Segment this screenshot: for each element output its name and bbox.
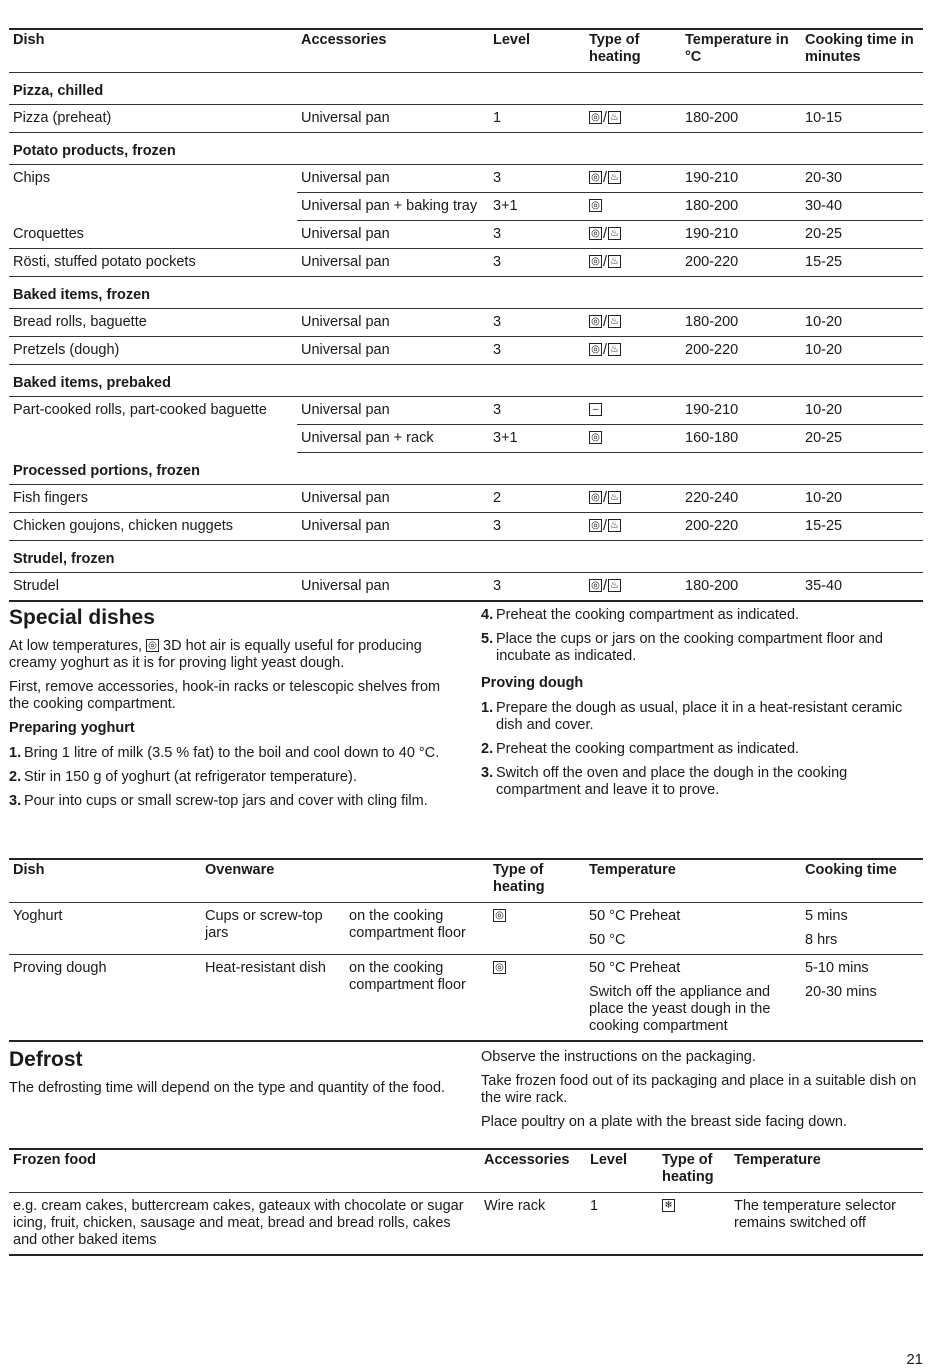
table-row (9, 513, 923, 541)
3d-hotair-icon: ◎ (589, 199, 602, 212)
step-text: Place the cups or jars on the cooking compartment floor and incubate as indicated. (496, 631, 883, 664)
header-cooking-time: Cooking time (801, 859, 923, 903)
group-heading-row (9, 541, 923, 573)
cell-level: 3 (489, 573, 585, 602)
table-header-row (9, 859, 923, 903)
cell-heating (585, 221, 681, 249)
page-number: 21 (906, 1351, 923, 1368)
slash-separator: / (603, 578, 608, 594)
pizza-setting-icon: ♨ (608, 491, 621, 504)
3d-hotair-icon: ◎ (589, 343, 602, 356)
header-cooking-time: Cooking time in minutes (801, 29, 923, 73)
header-dish: Dish (9, 29, 297, 73)
list-item (481, 765, 923, 799)
cell-accessories: Universal pan (297, 513, 489, 541)
special-dishes-left-column (9, 606, 456, 817)
cell-accessories: Universal pan + rack (297, 425, 489, 453)
3d-hotair-icon: ◎ (589, 227, 602, 240)
group-heading: Potato products, frozen (9, 133, 923, 165)
slash-separator: / (603, 170, 608, 186)
cell-temperature: 190-210 (681, 397, 801, 425)
cell-heating (585, 249, 681, 277)
cell-heating (585, 485, 681, 513)
cell-accessories: Universal pan (297, 337, 489, 365)
defrost-table (9, 1148, 923, 1256)
cell-temperature: 190-210 (681, 221, 801, 249)
cell-temperature: 180-200 (681, 105, 801, 133)
defrost-note: Take frozen food out of its packaging and place in a suitable dish on the wire rack. (481, 1073, 917, 1106)
slash-separator: / (603, 226, 608, 242)
time-line-1: 5-10 mins (805, 960, 869, 976)
yoghurt-heading: Preparing yoghurt (9, 720, 135, 736)
cell-cooking-time: 20-30 (801, 165, 923, 193)
3d-hotair-icon: ◎ (589, 255, 602, 268)
3d-hotair-icon: ◎ (589, 315, 602, 328)
table-row (9, 397, 923, 425)
group-heading: Processed portions, frozen (9, 453, 923, 485)
cell-heating (658, 1193, 730, 1256)
3d-hotair-icon: ◎ (493, 909, 506, 922)
pizza-setting-icon: ♨ (608, 227, 621, 240)
step-number: 2. (9, 769, 22, 785)
cell-dish: Chicken goujons, chicken nuggets (9, 513, 297, 541)
cell-cooking-time: 10-20 (801, 309, 923, 337)
time-line-2: 8 hrs (805, 932, 838, 948)
cell-dish: Bread rolls, baguette (9, 309, 297, 337)
group-heading-row (9, 277, 923, 309)
cell-accessories: Wire rack (480, 1193, 586, 1256)
defrost-icon: ❄ (662, 1199, 675, 1212)
cell-cooking-time: 10-20 (801, 485, 923, 513)
cell-dish: Chips (13, 170, 51, 186)
3d-hotair-icon: ◎ (589, 579, 602, 592)
cell-accessories: Universal pan (297, 105, 489, 133)
cell-frozen-food: e.g. cream cakes, buttercream cakes, gateaux with chocolate or sugar icing, fruit, chicken, sausage and meat, bread and bread rolls, cakes and other baked items (9, 1193, 480, 1256)
cell-level: 1 (489, 105, 585, 133)
table-row (9, 425, 923, 453)
3d-hotair-icon: ◎ (589, 519, 602, 532)
cell-position: on the cooking compartment floor (345, 955, 489, 1042)
temp-line-1: 50 °C Preheat (589, 908, 681, 924)
cell-dish: Proving dough (9, 955, 201, 1042)
table-row (9, 573, 923, 602)
group-heading: Baked items, prebaked (9, 365, 923, 397)
pizza-setting-icon: ♨ (608, 255, 621, 268)
proving-dough-steps (481, 700, 923, 799)
table-row (9, 485, 923, 513)
table-row (9, 337, 923, 365)
cell-level: 3 (489, 513, 585, 541)
3d-hotair-icon: ◎ (589, 171, 602, 184)
list-item (481, 631, 923, 665)
temp-line-2: Switch off the appliance and place the yeast dough in the cooking compartment (589, 984, 771, 1034)
list-item (481, 607, 923, 624)
cell-temperature (585, 955, 801, 1042)
cell-level: 3+1 (489, 425, 585, 453)
cell-temperature (585, 903, 801, 955)
table-row (9, 165, 923, 193)
cell-cooking-time: 20-25 (801, 221, 923, 249)
cell-heating (585, 309, 681, 337)
defrost-intro: The defrosting time will depend on the type and quantity of the food. (9, 1080, 446, 1096)
cell-temperature: The temperature selector remains switched off (730, 1193, 923, 1256)
step-text: Preheat the cooking compartment as indicated. (496, 741, 800, 757)
cell-cooking-time: 20-25 (801, 425, 923, 453)
group-heading-row (9, 133, 923, 165)
slash-separator: / (603, 110, 608, 126)
defrost-note: Observe the instructions on the packaging. (481, 1049, 756, 1065)
cell-ovenware: Cups or screw-top jars (201, 903, 345, 955)
table-row (9, 221, 923, 249)
group-heading-row (9, 453, 923, 485)
cell-dish: Part-cooked rolls, part-cooked baguette (13, 402, 267, 418)
cell-level: 3 (489, 249, 585, 277)
table-header-row (9, 29, 923, 73)
step-text: Preheat the cooking compartment as indicated. (496, 607, 800, 623)
step-number: 4. (481, 607, 494, 623)
cell-temperature: 190-210 (681, 165, 801, 193)
table-row (9, 903, 923, 955)
header-type-of-heating: Type of heating (489, 859, 585, 903)
list-item (481, 700, 923, 734)
header-level: Level (586, 1149, 658, 1193)
group-heading: Baked items, frozen (9, 277, 923, 309)
cell-dish: Fish fingers (9, 485, 297, 513)
cell-temperature: 180-200 (681, 573, 801, 602)
special-dishes-intro (9, 638, 456, 672)
cell-temperature: 180-200 (681, 193, 801, 221)
cell-accessories: Universal pan (297, 573, 489, 602)
cell-level: 3 (489, 397, 585, 425)
intro-text-b: 3D hot air is equally useful for producing creamy yoghurt as it is for proving light yeast dough. (9, 638, 422, 671)
list-item (9, 769, 456, 786)
cell-accessories: Universal pan (297, 249, 489, 277)
cell-temperature: 200-220 (681, 337, 801, 365)
cell-heating (489, 955, 585, 1042)
cell-level: 3 (489, 165, 585, 193)
cell-heating (585, 105, 681, 133)
time-line-1: 5 mins (805, 908, 848, 924)
cell-cooking-time: 15-25 (801, 249, 923, 277)
table-header-row (9, 1149, 923, 1193)
cell-heating (585, 425, 681, 453)
pizza-setting-icon: ♨ (608, 315, 621, 328)
cell-heating (585, 193, 681, 221)
3d-hotair-icon: ◎ (589, 491, 602, 504)
group-heading-row (9, 365, 923, 397)
cell-accessories: Universal pan (297, 485, 489, 513)
cell-heating (489, 903, 585, 955)
step-text: Bring 1 litre of milk (3.5 % fat) to the boil and cool down to 40 °C. (24, 745, 440, 761)
yoghurt-steps-left (9, 745, 456, 810)
3d-hotair-icon: ◎ (493, 961, 506, 974)
cell-dish: Yoghurt (9, 903, 201, 955)
header-type-of-heating: Type of heating (585, 29, 681, 73)
defrost-title: Defrost (9, 1048, 83, 1071)
header-dish: Dish (9, 859, 201, 903)
special-dishes-intro-2: First, remove accessories, hook-in racks or telescopic shelves from the cooking compartment. (9, 679, 441, 712)
cell-cooking-time: 15-25 (801, 513, 923, 541)
cell-level: 3 (489, 309, 585, 337)
special-dishes-table (9, 858, 923, 1042)
step-text: Switch off the oven and place the dough in the cooking compartment and leave it to prove. (496, 765, 848, 798)
cell-cooking-time (801, 955, 923, 1042)
3d-hotair-icon: ◎ (589, 431, 602, 444)
step-number: 5. (481, 631, 494, 647)
step-text: Pour into cups or small screw-top jars and cover with cling film. (24, 793, 428, 809)
table-row (9, 193, 923, 221)
cell-heating (585, 165, 681, 193)
defrost-note: Place poultry on a plate with the breast side facing down. (481, 1114, 847, 1130)
pizza-setting-icon: ♨ (608, 343, 621, 356)
special-dishes-title: Special dishes (9, 606, 155, 629)
cell-temperature: 200-220 (681, 513, 801, 541)
cell-ovenware: Heat-resistant dish (201, 955, 345, 1042)
cell-cooking-time: 10-20 (801, 397, 923, 425)
cell-position: on the cooking compartment floor (345, 903, 489, 955)
cell-level: 3 (489, 221, 585, 249)
table-row (9, 955, 923, 1042)
cell-level: 3+1 (489, 193, 585, 221)
pizza-setting-icon: ♨ (608, 579, 621, 592)
slash-separator: / (603, 490, 608, 506)
step-number: 3. (481, 765, 494, 781)
proving-dough-heading: Proving dough (481, 675, 584, 691)
cell-cooking-time: 10-15 (801, 105, 923, 133)
cell-accessories: Universal pan + baking tray (297, 193, 489, 221)
pizza-setting-icon: ♨ (608, 171, 621, 184)
list-item (481, 741, 923, 758)
3d-hotair-icon: ◎ (146, 639, 159, 652)
group-heading-row (9, 73, 923, 105)
list-item (9, 793, 456, 810)
header-type-of-heating: Type of heating (658, 1149, 730, 1193)
cell-accessories: Universal pan (297, 221, 489, 249)
cell-accessories: Universal pan (297, 397, 489, 425)
step-text: Stir in 150 g of yoghurt (at refrigerator temperature). (24, 769, 357, 785)
cell-dish (9, 425, 297, 453)
cell-accessories: Universal pan (297, 309, 489, 337)
cell-heating (585, 573, 681, 602)
cell-dish (9, 193, 297, 221)
pizza-setting-icon: ♨ (608, 111, 621, 124)
defrost-left-column (9, 1048, 456, 1104)
header-temperature: Temperature (585, 859, 801, 903)
slash-separator: / (603, 518, 608, 534)
cell-cooking-time: 10-20 (801, 337, 923, 365)
step-text: Prepare the dough as usual, place it in a heat-resistant ceramic dish and cover. (496, 700, 903, 733)
top-bottom-heating-icon: – (589, 403, 602, 416)
3d-hotair-icon: ◎ (589, 111, 602, 124)
yoghurt-steps-right (481, 607, 923, 665)
cell-accessories: Universal pan (297, 165, 489, 193)
header-accessories: Accessories (297, 29, 489, 73)
cooking-table-frozen (9, 28, 923, 602)
table-row (9, 1193, 923, 1256)
cell-dish: Croquettes (9, 221, 297, 249)
table-row (9, 309, 923, 337)
cooking-table-body (9, 29, 923, 601)
header-level: Level (489, 29, 585, 73)
special-dishes-right-column (481, 607, 923, 806)
group-heading: Strudel, frozen (9, 541, 923, 573)
cell-dish: Rösti, stuffed potato pockets (9, 249, 297, 277)
cell-heating (585, 397, 681, 425)
cell-cooking-time (801, 903, 923, 955)
step-number: 1. (9, 745, 22, 761)
header-temperature: Temperature (730, 1149, 923, 1193)
cell-heating (585, 337, 681, 365)
group-heading: Pizza, chilled (9, 73, 923, 105)
table-row (9, 249, 923, 277)
step-number: 2. (481, 741, 494, 757)
temp-line-1: 50 °C Preheat (589, 960, 681, 976)
intro-text-a: At low temperatures, (9, 638, 142, 654)
slash-separator: / (603, 254, 608, 270)
cell-cooking-time: 30-40 (801, 193, 923, 221)
pizza-setting-icon: ♨ (608, 519, 621, 532)
cell-level: 1 (586, 1193, 658, 1256)
cell-dish: Strudel (9, 573, 297, 602)
header-ovenware: Ovenware (201, 859, 489, 903)
table-row (9, 105, 923, 133)
slash-separator: / (603, 342, 608, 358)
cell-dish: Pizza (preheat) (9, 105, 297, 133)
slash-separator: / (603, 314, 608, 330)
cell-level: 2 (489, 485, 585, 513)
list-item (9, 745, 456, 762)
cell-temperature: 160-180 (681, 425, 801, 453)
cell-dish: Pretzels (dough) (9, 337, 297, 365)
step-number: 3. (9, 793, 22, 809)
header-frozen-food: Frozen food (9, 1149, 480, 1193)
cell-heating (585, 513, 681, 541)
cell-temperature: 200-220 (681, 249, 801, 277)
cell-cooking-time: 35-40 (801, 573, 923, 602)
cell-level: 3 (489, 337, 585, 365)
defrost-right-column (481, 1049, 923, 1138)
cell-temperature: 180-200 (681, 309, 801, 337)
time-line-2: 20-30 mins (805, 984, 877, 1000)
header-temperature: Temperature in °C (681, 29, 801, 73)
cell-temperature: 220-240 (681, 485, 801, 513)
step-number: 1. (481, 700, 494, 716)
header-accessories: Accessories (480, 1149, 586, 1193)
temp-line-2: 50 °C (589, 932, 626, 948)
